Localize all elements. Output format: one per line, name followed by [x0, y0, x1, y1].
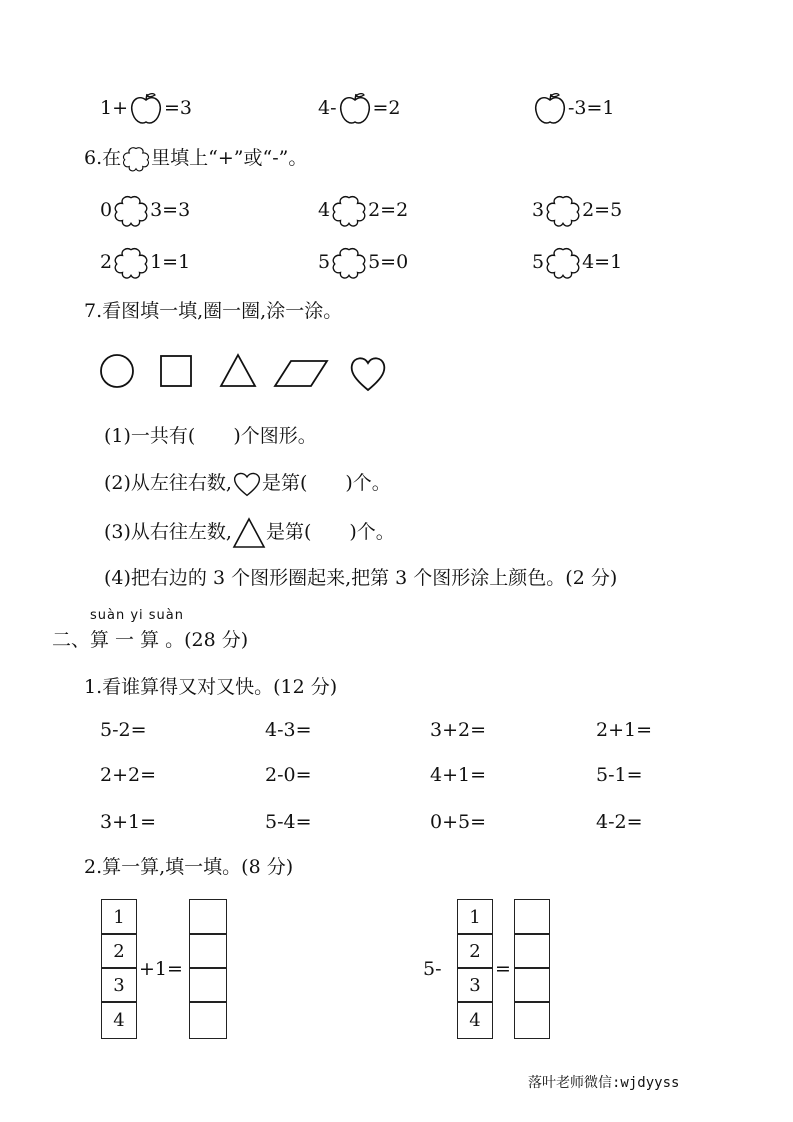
section2-title: 二、算 一 算 。(28 分)	[52, 629, 249, 651]
q7-sub3-b: 是第( )个。	[265, 521, 395, 543]
q7-sub3	[104, 517, 395, 549]
number-cell: 3	[457, 967, 493, 1003]
flower-equation-b: 4=1	[582, 251, 623, 273]
q7-sub2	[104, 470, 391, 498]
calc-item: 4-2=	[596, 811, 643, 833]
flower-equation-b: 2=2	[368, 199, 409, 221]
flower-equation-b: 3=3	[150, 199, 191, 221]
apple-equation-1-right: =3	[164, 97, 193, 119]
flower-icon	[121, 146, 151, 172]
number-cell: 4	[101, 1001, 137, 1039]
calc-item: 4-3=	[265, 719, 312, 741]
apple-equation-3-right: -3=1	[568, 97, 615, 119]
q2-title: 2.算一算,填一填。(8 分)	[84, 856, 294, 878]
apple-equation-2-right: =2	[372, 97, 401, 119]
footer-watermark: 落叶老师微信:wjdyyss	[528, 1075, 680, 1091]
flower-icon[interactable]	[330, 246, 368, 280]
calc-item: 5-4=	[265, 811, 312, 833]
flower-equation-b: 1=1	[150, 251, 191, 273]
calc-item: 3+1=	[100, 811, 157, 833]
heart-icon	[232, 470, 262, 498]
flower-equation-b: 2=5	[582, 199, 623, 221]
flower-equation-a: 5	[532, 251, 545, 273]
q7-sub2-b: 是第( )个。	[261, 472, 391, 494]
flower-equation-a: 5	[318, 251, 331, 273]
q7-sub1: (1)一共有( )个图形。	[104, 425, 317, 447]
answer-box[interactable]	[514, 933, 550, 969]
flower-equation-a: 0	[100, 199, 113, 221]
flower-equation-a: 3	[532, 199, 545, 221]
section2-pinyin: suàn yi suàn	[90, 608, 185, 623]
right-operator: =	[495, 958, 511, 980]
flower-equation	[532, 246, 622, 280]
q6-title-prefix: 6.在	[84, 147, 122, 169]
left-operator: +1=	[139, 958, 183, 980]
answer-box[interactable]	[189, 1001, 227, 1039]
apple-equation-2	[318, 91, 401, 127]
calc-item: 2+2=	[100, 764, 157, 786]
q7-sub2-a: (2)从左往右数,	[104, 472, 232, 494]
apple-icon[interactable]	[337, 91, 373, 127]
q6-title-suffix: 里填上“+”或“-”。	[151, 147, 308, 169]
square-shape[interactable]	[161, 356, 191, 386]
apple-icon[interactable]	[532, 91, 568, 127]
apple-equation-3	[532, 91, 615, 127]
answer-box[interactable]	[514, 899, 550, 935]
number-cell: 2	[101, 933, 137, 969]
flower-icon[interactable]	[112, 246, 150, 280]
flower-icon[interactable]	[112, 194, 150, 228]
number-cell: 4	[457, 1001, 493, 1039]
number-cell: 1	[457, 899, 493, 935]
q7-sub4: (4)把右边的 3 个图形圈起来,把第 3 个图形涂上颜色。(2 分)	[104, 567, 618, 589]
circle-shape[interactable]	[101, 355, 133, 387]
triangle-shape[interactable]	[221, 355, 255, 386]
q7-title: 7.看图填一填,圈一圈,涂一涂。	[84, 300, 343, 322]
number-cell: 2	[457, 933, 493, 969]
number-cell: 3	[101, 967, 137, 1003]
q6-title	[84, 146, 307, 172]
apple-icon[interactable]	[128, 91, 164, 127]
flower-equation-a: 4	[318, 199, 331, 221]
flower-equation-b: 5=0	[368, 251, 409, 273]
heart-shape[interactable]	[352, 358, 385, 390]
apple-equation-1-left: 1+	[100, 97, 129, 119]
flower-icon[interactable]	[544, 194, 582, 228]
flower-equation-a: 2	[100, 251, 113, 273]
calc-item: 0+5=	[430, 811, 487, 833]
answer-box[interactable]	[189, 933, 227, 969]
answer-box[interactable]	[514, 1001, 550, 1039]
triangle-icon	[232, 517, 266, 549]
answer-box[interactable]	[189, 967, 227, 1003]
calc-item: 2+1=	[596, 719, 653, 741]
apple-equation-1	[100, 91, 192, 127]
flower-icon[interactable]	[330, 194, 368, 228]
flower-equation	[318, 246, 408, 280]
calc-item: 3+2=	[430, 719, 487, 741]
apple-equation-2-left: 4-	[318, 97, 337, 119]
calc-item: 5-1=	[596, 764, 643, 786]
calc-item: 5-2=	[100, 719, 147, 741]
parallelogram-shape[interactable]	[275, 361, 327, 386]
flower-equation	[532, 194, 622, 228]
calc-item: 2-0=	[265, 764, 312, 786]
answer-box[interactable]	[514, 967, 550, 1003]
number-cell: 1	[101, 899, 137, 935]
flower-icon[interactable]	[544, 246, 582, 280]
right-prefix: 5-	[423, 958, 442, 980]
flower-equation	[100, 194, 190, 228]
flower-equation	[100, 246, 190, 280]
q1-title: 1.看谁算得又对又快。(12 分)	[84, 676, 338, 698]
calc-item: 4+1=	[430, 764, 487, 786]
shapes-row	[95, 350, 395, 400]
answer-box[interactable]	[189, 899, 227, 935]
flower-equation	[318, 194, 408, 228]
q7-sub3-a: (3)从右往左数,	[104, 521, 232, 543]
